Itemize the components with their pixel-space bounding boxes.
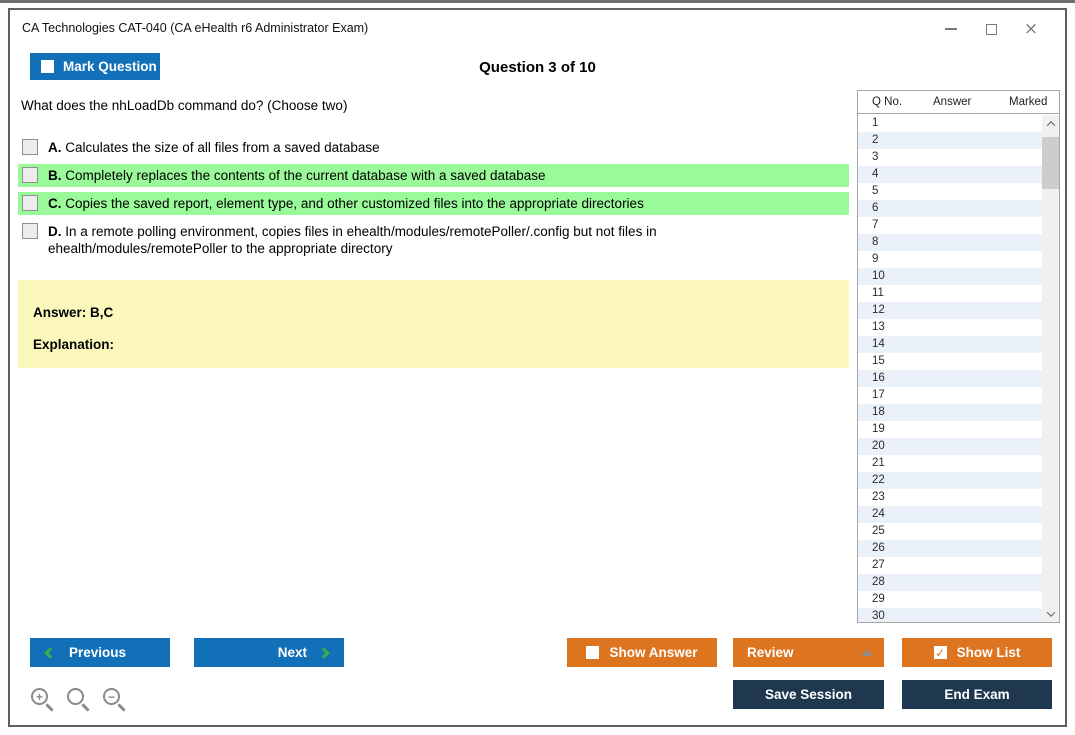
question-list-row[interactable] (858, 336, 1042, 353)
scrollbar-thumb[interactable] (1042, 137, 1059, 189)
cell-m (1009, 132, 1042, 149)
option-text: A. Calculates the size of all files from a saved database (48, 140, 380, 155)
question-list-panel (857, 90, 1060, 623)
explanation-label: Explanation: (33, 337, 115, 352)
cell-q: 2 (872, 134, 879, 146)
cell-a (933, 132, 1009, 149)
background-window-edge (0, 0, 1075, 3)
question-list-row[interactable] (858, 574, 1042, 591)
cell-q: 4 (872, 168, 879, 180)
cell-q: 12 (872, 304, 885, 316)
question-list-row[interactable] (858, 455, 1042, 472)
cell-m (1009, 285, 1042, 302)
window-title: CA Technologies CAT-040 (CA eHealth r6 Administrator Exam) (22, 21, 369, 35)
zoom-out-icon[interactable] (102, 686, 129, 714)
save-session-button[interactable] (733, 680, 884, 709)
question-list-row[interactable] (858, 608, 1042, 622)
cell-a (933, 149, 1009, 166)
cell-a (933, 319, 1009, 336)
zoom-toolbar (30, 686, 129, 714)
options-list (18, 136, 849, 260)
scroll-down-button[interactable] (1042, 605, 1059, 622)
cell-q: 14 (872, 338, 885, 350)
cell-a (933, 251, 1009, 268)
option-checkbox[interactable] (22, 223, 38, 239)
cell-q: 3 (872, 151, 879, 163)
cell-q: 27 (872, 559, 885, 571)
show-answer-label: Show Answer (609, 645, 698, 660)
cell-m (1009, 353, 1042, 370)
option-text: D. In a remote polling environment, copies files in ehealth/modules/remotePoller/.config but not files in ehealth/modules/remotePoller to the appropriate directory (48, 224, 657, 256)
option-row-d[interactable] (18, 220, 849, 260)
title-bar (10, 10, 1065, 48)
cell-a (933, 183, 1009, 200)
question-counter: Question 3 of 10 (479, 59, 596, 76)
cell-a (933, 438, 1009, 455)
cell-q: 19 (872, 423, 885, 435)
question-list-row[interactable] (858, 438, 1042, 455)
chevron-down-icon (1046, 608, 1054, 616)
question-list-row[interactable] (858, 557, 1042, 574)
cell-a (933, 353, 1009, 370)
chevron-left-icon (44, 647, 55, 658)
magnifier-handle (117, 703, 125, 711)
cell-q: 21 (872, 457, 885, 469)
cell-a (933, 217, 1009, 234)
question-list-row[interactable] (858, 251, 1042, 268)
question-list-row[interactable] (858, 540, 1042, 557)
cell-m (1009, 302, 1042, 319)
question-list-scrollbar[interactable] (1042, 115, 1059, 622)
option-text: B. Completely replaces the contents of the current database with a saved database (48, 168, 546, 183)
cell-a (933, 608, 1009, 622)
cell-m (1009, 523, 1042, 540)
cell-m (1009, 421, 1042, 438)
cell-q: 10 (872, 270, 885, 282)
cell-m (1009, 149, 1042, 166)
question-list-row[interactable] (858, 404, 1042, 421)
cell-m (1009, 540, 1042, 557)
question-list-row[interactable] (858, 200, 1042, 217)
cell-a (933, 489, 1009, 506)
option-checkbox[interactable] (22, 167, 38, 183)
column-header-marked: Marked (1009, 96, 1048, 108)
cell-m (1009, 438, 1042, 455)
option-text: C. Copies the saved report, element type, and other customized files into the appropriate directories (48, 196, 644, 211)
answer-label: Answer: B,C (33, 305, 114, 320)
cell-m (1009, 455, 1042, 472)
cell-m (1009, 472, 1042, 489)
cell-q: 25 (872, 525, 885, 537)
cell-m (1009, 251, 1042, 268)
close-icon: × (1023, 18, 1039, 39)
previous-label: Previous (69, 645, 127, 660)
question-list-row[interactable] (858, 506, 1042, 523)
close-button[interactable] (1011, 10, 1051, 48)
end-exam-label: End Exam (944, 687, 1010, 702)
cell-q: 9 (872, 253, 879, 265)
show-list-label: Show List (956, 645, 1021, 660)
chevron-right-icon (318, 647, 329, 658)
minimize-icon (945, 28, 957, 30)
cell-a (933, 591, 1009, 608)
cell-m (1009, 336, 1042, 353)
cell-a (933, 166, 1009, 183)
question-list-row[interactable] (858, 472, 1042, 489)
cell-q: 16 (872, 372, 885, 384)
previous-button[interactable] (30, 638, 170, 667)
cell-m (1009, 591, 1042, 608)
column-header-qno: Q No. (872, 96, 903, 108)
cell-m (1009, 115, 1042, 132)
cell-q: 7 (872, 219, 879, 231)
magnifier-handle (45, 703, 53, 711)
dropdown-arrow-icon (862, 649, 872, 656)
show-list-button[interactable] (902, 638, 1052, 667)
question-list-row[interactable] (858, 183, 1042, 200)
question-list-body (858, 115, 1042, 622)
question-list-row[interactable] (858, 523, 1042, 540)
review-label: Review (747, 645, 794, 660)
cell-a (933, 387, 1009, 404)
cell-q: 8 (872, 236, 879, 248)
plus-sign: + (35, 689, 43, 704)
cell-a (933, 421, 1009, 438)
cell-q: 29 (872, 593, 885, 605)
question-list-row[interactable] (858, 166, 1042, 183)
scroll-up-button[interactable] (1042, 115, 1059, 132)
cell-a (933, 557, 1009, 574)
cell-q: 20 (872, 440, 885, 452)
question-list-row[interactable] (858, 591, 1042, 608)
show-answer-checkbox[interactable] (586, 646, 599, 659)
question-list-row[interactable] (858, 353, 1042, 370)
question-list-row[interactable] (858, 217, 1042, 234)
option-row-a[interactable] (18, 136, 849, 159)
cell-q: 26 (872, 542, 885, 554)
question-list-row[interactable] (858, 302, 1042, 319)
question-list-row[interactable] (858, 489, 1042, 506)
cell-m (1009, 370, 1042, 387)
answer-box (18, 280, 849, 368)
question-list-row[interactable] (858, 149, 1042, 166)
next-button[interactable] (194, 638, 344, 667)
cell-a (933, 336, 1009, 353)
cell-m (1009, 319, 1042, 336)
option-row-b[interactable] (18, 164, 849, 187)
show-list-checkbox[interactable]: ✓ (935, 645, 946, 660)
cell-a (933, 115, 1009, 132)
cell-q: 11 (872, 287, 884, 299)
cell-m (1009, 234, 1042, 251)
cell-q: 22 (872, 474, 885, 486)
question-list-row[interactable] (858, 370, 1042, 387)
minimize-button[interactable] (931, 10, 971, 48)
option-checkbox[interactable] (22, 195, 38, 211)
column-header-answer: Answer (933, 96, 972, 108)
cell-a (933, 234, 1009, 251)
question-list-row[interactable] (858, 387, 1042, 404)
cell-m (1009, 200, 1042, 217)
review-button[interactable] (733, 638, 884, 667)
cell-a (933, 370, 1009, 387)
cell-m (1009, 217, 1042, 234)
cell-a (933, 268, 1009, 285)
exam-window (8, 8, 1067, 727)
cell-m (1009, 166, 1042, 183)
zoom-reset-icon[interactable] (66, 686, 93, 714)
cell-a (933, 285, 1009, 302)
show-answer-button[interactable] (567, 638, 717, 667)
end-exam-button[interactable] (902, 680, 1052, 709)
cell-q: 6 (872, 202, 879, 214)
cell-m (1009, 489, 1042, 506)
cell-a (933, 506, 1009, 523)
cell-m (1009, 557, 1042, 574)
cell-m (1009, 506, 1042, 523)
option-checkbox[interactable] (22, 139, 38, 155)
cell-a (933, 523, 1009, 540)
cell-a (933, 540, 1009, 557)
cell-q: 15 (872, 355, 885, 367)
cell-q: 30 (872, 610, 885, 622)
question-list-row[interactable] (858, 421, 1042, 438)
cell-a (933, 455, 1009, 472)
question-list-row[interactable] (858, 234, 1042, 251)
question-list-row[interactable] (858, 132, 1042, 149)
save-session-label: Save Session (764, 687, 853, 702)
question-list-header (858, 91, 1059, 114)
cell-q: 28 (872, 576, 885, 588)
chevron-up-icon (1046, 121, 1054, 129)
magnifier-handle (81, 703, 89, 711)
cell-q: 23 (872, 491, 885, 503)
cell-q: 13 (872, 321, 885, 333)
maximize-icon (986, 24, 997, 35)
cell-q: 1 (872, 117, 879, 129)
cell-m (1009, 183, 1042, 200)
cell-m (1009, 387, 1042, 404)
question-text: What does the nhLoadDb command do? (Choose two) (21, 98, 348, 113)
question-list-row[interactable] (858, 285, 1042, 302)
cell-a (933, 302, 1009, 319)
mark-question-label: Mark Question (63, 59, 157, 74)
cell-q: 17 (872, 389, 885, 401)
maximize-button[interactable] (971, 10, 1011, 48)
cell-a (933, 574, 1009, 591)
cell-a (933, 472, 1009, 489)
cell-a (933, 404, 1009, 421)
cell-m (1009, 608, 1042, 622)
question-list-row[interactable] (858, 319, 1042, 336)
cell-m (1009, 268, 1042, 285)
cell-a (933, 200, 1009, 217)
next-label: Next (277, 645, 307, 660)
minus-sign: − (107, 689, 115, 704)
cell-m (1009, 404, 1042, 421)
cell-q: 18 (872, 406, 885, 418)
cell-m (1009, 574, 1042, 591)
window-controls (931, 10, 1051, 48)
question-list-row[interactable] (858, 115, 1042, 132)
cell-q: 24 (872, 508, 885, 520)
zoom-in-icon[interactable] (30, 686, 57, 714)
cell-q: 5 (872, 185, 879, 197)
option-row-c[interactable] (18, 192, 849, 215)
question-list-row[interactable] (858, 268, 1042, 285)
